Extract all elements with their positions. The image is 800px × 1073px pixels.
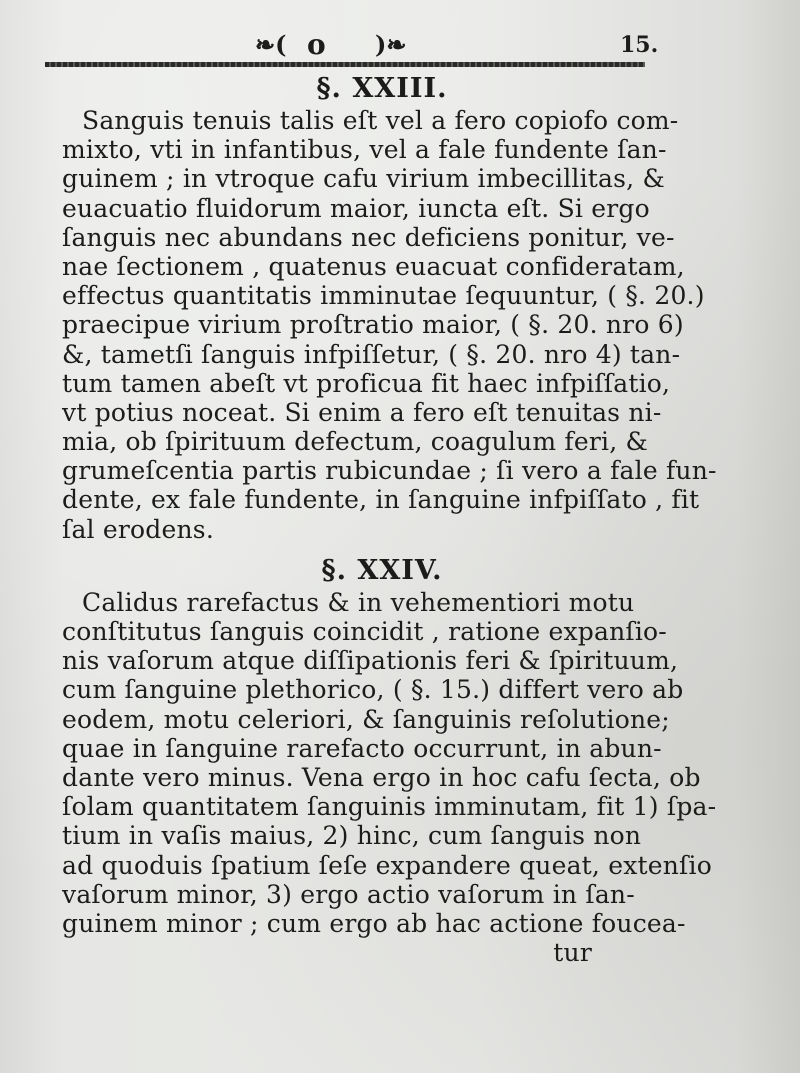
text-line: guinem minor ; cum ergo ab hac actione foucea- [62,908,686,938]
text-line: vaſorum minor, 3) ergo actio vaſorum in ſan- [62,879,635,909]
text-line: eodem, motu celeriori, & ſanguinis reſolutione; [62,704,670,734]
text-line: nis vaſorum atque diſſipationis feri & ſpirituum, [62,646,679,676]
text-line: effectus quantitatis imminutae ſequuntur, ( §. 20.) [62,281,705,311]
page-number: 15. [620,32,659,58]
text-line: ad quoduis ſpatium ſeſe expandere queat, extenſio [62,850,712,880]
header-rule [45,62,645,67]
text-line: ſanguis nec abundans nec deficiens ponitur, ve- [62,222,675,252]
text-line: vt potius noceat. Si enim a fero eſt tenuitas ni- [62,397,662,427]
text-line: conſtitutus ſanguis coincidit , ratione expanſio- [62,617,667,646]
text-line: mia, ob ſpirituum defectum, coagulum feri, & [62,427,648,457]
ornament-left: ❧( [255,30,287,59]
text-line: nae ſectionem , quatenus euacuat confideratam, [62,251,685,281]
text-line: dente, ex fale fundente, in ſanguine infpiſſato , fit [62,485,700,515]
text-line: tum tamen abeſt vt proficua fit haec infpiſſatio, [62,368,671,398]
section-heading-23: §. XXIII. [316,73,448,104]
section-heading-24: §. XXIV. [321,554,443,586]
catchword: tur [553,938,592,968]
ornament-right: )❧ [375,30,407,59]
section-gap [62,544,662,554]
text-line: praecipue virium proſtratio maior, ( §. 20. nro 6) [62,310,684,340]
text-line: Calidus rarefactus & in vehementiori motu [82,587,635,617]
page-header [60,28,660,62]
text-line: dante vero minus. Vena ergo in hoc cafu ſecta, ob [62,762,701,792]
text-line: tium in vaſis maius, 2) hinc, cum ſanguis non [62,821,642,851]
text-line: grumeſcentia partis rubicundae ; ſi vero a fale fun- [62,456,717,486]
text-line: cum ſanguine plethorico, ( §. 15.) differt vero ab [62,675,684,705]
text-line: mixto, vti in infantibus, vel a fale fundente ſan- [62,135,667,165]
text-line: ſal erodens. [62,514,214,544]
folio-mark: o [307,28,328,61]
text-line: &, tametſi ſanguis infpiſſetur, ( §. 20. nro 4) tan- [62,339,681,369]
text-line: euacuatio fluidorum maior, iuncta eſt. Si ergo [62,193,650,223]
text-line: ſolam quantitatem ſanguinis imminutam, fit 1) ſpa- [62,792,717,822]
text-line: Sanguis tenuis talis eſt vel a fero copiofo com- [82,106,679,135]
text-body [62,72,717,968]
text-line: quae in ſanguine rarefacto occurrunt, in abun- [62,733,662,763]
text-line: guinem ; in vtroque cafu virium imbecillitas, & [62,164,665,194]
